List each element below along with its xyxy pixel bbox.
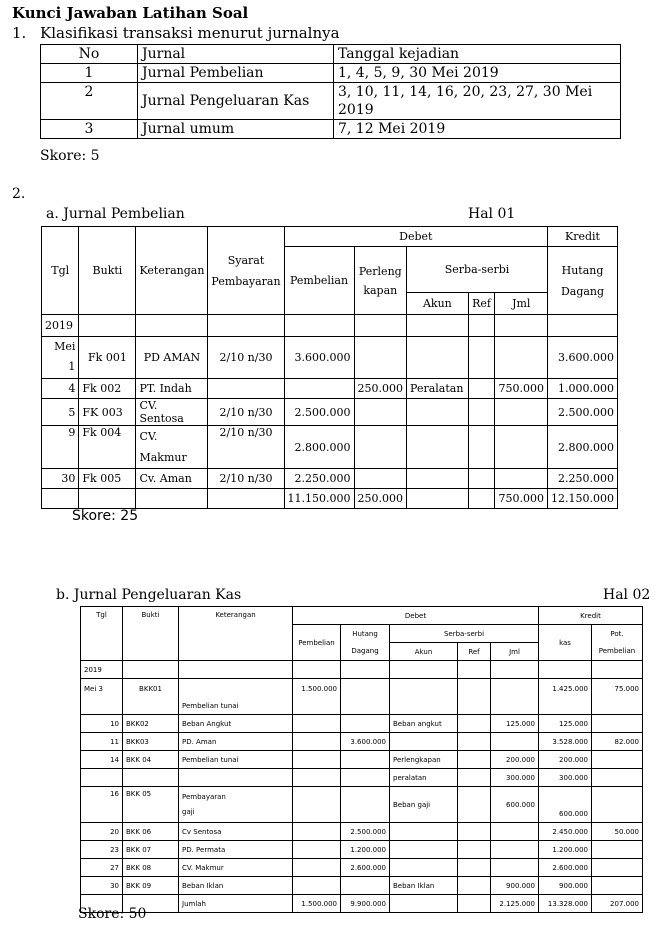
cell-akun: Beban Iklan (390, 877, 458, 895)
cell-tgl: 5 (42, 399, 79, 426)
cell-jml (491, 841, 539, 859)
cell-keterangan (179, 769, 293, 787)
total-hutang: 12.150.000 (548, 489, 618, 509)
cell-keterangan: PD AMAN (136, 337, 208, 379)
header-jml: Jml (491, 643, 539, 661)
cell-bukti: BKK 04 (123, 751, 179, 769)
header-pembelian: Pembelian (293, 625, 341, 661)
cell-ref (468, 337, 495, 379)
cell-jml (491, 859, 539, 877)
cell-jml (495, 337, 548, 379)
table-row (42, 379, 618, 399)
cell-bukti: BKK 09 (123, 877, 179, 895)
cell-kas: 3.528.000 (539, 733, 592, 751)
cell-pembelian (293, 733, 341, 751)
cell-ref (468, 399, 495, 426)
cell-jml (491, 733, 539, 751)
cell-kas: 1.200.000 (539, 841, 592, 859)
purchase-journal-page: Hal 01 (468, 206, 516, 222)
total-cell (390, 895, 458, 913)
header-jml: Jml (495, 293, 548, 315)
cell-ref (458, 877, 491, 895)
cell-akun (390, 823, 458, 841)
header-keterangan: Keterangan (136, 227, 208, 315)
cell-akun (390, 841, 458, 859)
cell-potongan (592, 715, 643, 733)
table-row (81, 661, 643, 679)
cell-tgl: 9 (42, 426, 79, 469)
purchase-journal-score: Skore: 25 (72, 508, 139, 524)
cell-keterangan: Cv. Aman (136, 469, 208, 489)
question-1-text: Klasifikasi transaksi menurut jurnalnya (40, 24, 340, 42)
total-cell (468, 489, 495, 509)
cell-ref (468, 426, 495, 469)
cell-pembelian: 1.500.000 (293, 679, 341, 715)
journal-classification-table (40, 44, 621, 139)
question-1-number: 1. (12, 24, 27, 42)
header-kas: kas (539, 625, 592, 661)
cell-akun (390, 733, 458, 751)
cell-hutang: 1.000.000 (548, 379, 618, 399)
cell-hutang: 1.200.000 (341, 841, 390, 859)
cell-bukti: BKK 08 (123, 859, 179, 877)
cell-keterangan: CV. Sentosa (136, 399, 208, 426)
cell-bukti: BKK 06 (123, 823, 179, 841)
cell-ref (468, 379, 495, 399)
cash-journal-score: Skore: 50 (78, 906, 147, 922)
cell-hutang (341, 751, 390, 769)
cell-tgl: 14 (81, 751, 123, 769)
cell-kas: 900.000 (539, 877, 592, 895)
cell-tgl: 4 (42, 379, 79, 399)
cell-jml (495, 426, 548, 469)
cell-pembelian (293, 751, 341, 769)
cell-jurnal: Jurnal Pembelian (138, 64, 334, 83)
table-row (81, 769, 643, 787)
cell-ref (458, 769, 491, 787)
cell-keterangan: Beban Iklan (179, 877, 293, 895)
cell-akun: Beban angkut (390, 715, 458, 733)
header-ref: Ref (468, 293, 495, 315)
cell-hutang (341, 769, 390, 787)
cell-jml: 750.000 (495, 379, 548, 399)
cell-akun: Perlengkapan (390, 751, 458, 769)
cell-tgl: 23 (81, 841, 123, 859)
table-row (81, 733, 643, 751)
cell-keterangan: PD. Permata (179, 841, 293, 859)
table-row (81, 823, 643, 841)
table-row (42, 315, 618, 337)
cell-tgl: Mei 3 (81, 679, 123, 715)
cell-akun (407, 469, 469, 489)
cell-kas: 2.600.000 (539, 859, 592, 877)
cell-ref (458, 733, 491, 751)
total-cell (407, 489, 469, 509)
cell-tgl: 16 (81, 787, 123, 823)
header-no: No (41, 45, 138, 64)
cell-keterangan-text: Pembayaran gaji (182, 793, 226, 816)
year-cell: 2019 (42, 315, 79, 337)
header-syarat: Syarat Pembayaran (208, 227, 284, 315)
cell-hutang: 3.600.000 (548, 337, 618, 379)
total-jml: 750.000 (495, 489, 548, 509)
totals-row (42, 489, 618, 509)
cell-kas: 1.425.000 (539, 679, 592, 715)
cell-keterangan: Cv Sentosa (179, 823, 293, 841)
total-kas: 13.328.000 (539, 895, 592, 913)
cell-pembelian (293, 769, 341, 787)
cell-hutang: 2.250.000 (548, 469, 618, 489)
cell-potongan (592, 859, 643, 877)
cash-disbursement-journal-table (80, 606, 643, 913)
cell-kas: 200.000 (539, 751, 592, 769)
cell-kas: 125.000 (539, 715, 592, 733)
table-row (81, 859, 643, 877)
header-jurnal: Jurnal (138, 45, 334, 64)
cell-akun (390, 679, 458, 715)
cell-keterangan (179, 787, 293, 823)
cell-keterangan: Pembelian tunai (179, 679, 293, 715)
header-debet: Debet (293, 607, 539, 625)
cell-potongan (592, 787, 643, 823)
cell-hutang: 2.800.000 (548, 426, 618, 469)
cell-hutang (341, 715, 390, 733)
header-akun: Akun (407, 293, 469, 315)
cell-tgl: 30 (81, 877, 123, 895)
cell-potongan: 50.000 (592, 823, 643, 841)
cell-pembelian (293, 715, 341, 733)
header-debet: Debet (284, 227, 547, 247)
cell-bukti: Fk 005 (79, 469, 136, 489)
page-title: Kunci Jawaban Latihan Soal (12, 4, 249, 22)
header-serba-serbi: Serba-serbi (390, 625, 539, 643)
cell-jml (495, 399, 548, 426)
cell-syarat: 2/10 n/30 (208, 426, 284, 469)
cell-jml (491, 823, 539, 841)
cell-pembelian: 2.800.000 (284, 426, 354, 469)
header-kredit: Kredit (539, 607, 643, 625)
header-kredit: Kredit (548, 227, 618, 247)
cell-jurnal: Jurnal umum (138, 120, 334, 139)
cell-pembelian (293, 823, 341, 841)
cell-kas: 300.000 (539, 769, 592, 787)
table-row (41, 64, 621, 83)
table-row (81, 877, 643, 895)
total-cell (79, 489, 136, 509)
cell-tgl (81, 769, 123, 787)
cell-potongan: 75.000 (592, 679, 643, 715)
cell-hutang (341, 679, 390, 715)
cell-tgl: 20 (81, 823, 123, 841)
cell-bukti: BKK01 (123, 679, 179, 715)
cell-bukti: BKK 05 (123, 787, 179, 823)
cell-tgl: Mei 1 (42, 337, 79, 379)
cell-no: 3 (41, 120, 138, 139)
question-1-heading (12, 24, 340, 42)
total-perlengkapan: 250.000 (354, 489, 407, 509)
cell-bukti: BKK 07 (123, 841, 179, 859)
cell-bukti: Fk 001 (79, 337, 136, 379)
cell-potongan (592, 841, 643, 859)
cell-ref (458, 841, 491, 859)
totals-row (81, 895, 643, 913)
header-keterangan: Keterangan (179, 607, 293, 661)
cell-potongan (592, 751, 643, 769)
cell-tanggal: 1, 4, 5, 9, 30 Mei 2019 (334, 64, 621, 83)
header-akun: Akun (390, 643, 458, 661)
cell-tanggal: 7, 12 Mei 2019 (334, 120, 621, 139)
cell-ref (458, 679, 491, 715)
header-hutang-dagang: Hutang Dagang (341, 625, 390, 661)
cell-akun (407, 337, 469, 379)
cell-akun (407, 399, 469, 426)
total-hutang: 9.900.000 (341, 895, 390, 913)
cell-jml: 300.000 (491, 769, 539, 787)
question-2-number: 2. (12, 186, 26, 202)
cell-akun (407, 426, 469, 469)
cell-no: 2 (41, 83, 138, 120)
table-row (81, 679, 643, 715)
header-ref: Ref (458, 643, 491, 661)
cell-perlengkapan (354, 426, 407, 469)
cell-kas: 2.450.000 (539, 823, 592, 841)
cell-potongan (592, 769, 643, 787)
table-row (81, 841, 643, 859)
purchase-journal-title: a. Jurnal Pembelian (46, 206, 185, 222)
cell-ref (468, 469, 495, 489)
cell-bukti: BKK03 (123, 733, 179, 751)
cell-hutang: 2.500.000 (341, 823, 390, 841)
cell-syarat (208, 379, 284, 399)
cell-keterangan: Beban Angkut (179, 715, 293, 733)
cell-jml: 200.000 (491, 751, 539, 769)
cell-syarat: 2/10 n/30 (208, 399, 284, 426)
cell-jml: 600.000 (491, 787, 539, 823)
question-1-score: Skore: 5 (40, 148, 100, 164)
header-bukti: Bukti (79, 227, 136, 315)
cell-akun: peralatan (390, 769, 458, 787)
cell-akun: Peralatan (407, 379, 469, 399)
table-row (42, 469, 618, 489)
cell-bukti: FK 003 (79, 399, 136, 426)
cell-jml (495, 469, 548, 489)
cell-tgl: 10 (81, 715, 123, 733)
header-bukti: Bukti (123, 607, 179, 661)
cell-jml: 900.000 (491, 877, 539, 895)
cell-pembelian: 3.600.000 (284, 337, 354, 379)
table-row (81, 751, 643, 769)
cell-perlengkapan (354, 469, 407, 489)
cell-kas: 600.000 (539, 787, 592, 823)
cell-pembelian (293, 787, 341, 823)
cell-pembelian (293, 877, 341, 895)
header-tgl: Tgl (42, 227, 79, 315)
cell-hutang: 2.600.000 (341, 859, 390, 877)
cell-keterangan: PD. Aman (179, 733, 293, 751)
cell-hutang: 3.600.000 (341, 733, 390, 751)
cell-syarat: 2/10 n/30 (208, 469, 284, 489)
cell-ref (458, 859, 491, 877)
header-tanggal: Tanggal kejadian (334, 45, 621, 64)
header-perlengkapan: Perleng kapan (354, 247, 407, 315)
cell-pembelian: 2.500.000 (284, 399, 354, 426)
cell-ref (458, 751, 491, 769)
cell-jurnal: Jurnal Pengeluaran Kas (138, 83, 334, 120)
total-cell (458, 895, 491, 913)
cell-jml: 125.000 (491, 715, 539, 733)
cell-ref (458, 715, 491, 733)
cell-potongan: 82.000 (592, 733, 643, 751)
cell-akun: Beban gaji (390, 787, 458, 823)
cell-keterangan: PT. Indah (136, 379, 208, 399)
cell-tgl: 11 (81, 733, 123, 751)
header-pembelian: Pembelian (284, 247, 354, 315)
table-header-row (41, 45, 621, 64)
cell-hutang (341, 787, 390, 823)
cell-bukti: BKK02 (123, 715, 179, 733)
header-hutang-dagang: Hutang Dagang (548, 247, 618, 315)
cell-keterangan: CV. Makmur (136, 426, 208, 469)
header-potongan-pembelian: Pot. Pembelian (592, 625, 643, 661)
cell-perlengkapan (354, 337, 407, 379)
total-cell (208, 489, 284, 509)
cell-keterangan: CV. Makmur (179, 859, 293, 877)
total-cell (136, 489, 208, 509)
header-serba-serbi: Serba-serbi (407, 247, 548, 293)
table-row (81, 715, 643, 733)
table-row (81, 787, 643, 823)
purchase-journal-table (41, 226, 618, 509)
cash-journal-title: b. Jurnal Pengeluaran Kas (56, 587, 242, 603)
cash-journal-page: Hal 02 (603, 587, 651, 603)
cell-bukti (123, 769, 179, 787)
cell-pembelian (293, 841, 341, 859)
year-cell: 2019 (81, 661, 123, 679)
cell-jml (491, 679, 539, 715)
cell-perlengkapan: 250.000 (354, 379, 407, 399)
total-jml: 2.125.000 (491, 895, 539, 913)
cell-bukti: Fk 002 (79, 379, 136, 399)
header-tgl: Tgl (81, 607, 123, 661)
cell-tanggal: 3, 10, 11, 14, 16, 20, 23, 27, 30 Mei 2019 (334, 83, 621, 120)
cell-ref (458, 787, 491, 823)
total-label: Jumlah (179, 895, 293, 913)
cell-keterangan: Pembelian tunai (179, 751, 293, 769)
table-row (42, 426, 618, 469)
cell-no: 1 (41, 64, 138, 83)
total-pembelian: 1.500.000 (293, 895, 341, 913)
cell-ref (458, 823, 491, 841)
total-pembelian: 11.150.000 (284, 489, 354, 509)
total-potongan: 207.000 (592, 895, 643, 913)
cell-pembelian (284, 379, 354, 399)
cell-tgl: 27 (81, 859, 123, 877)
cell-syarat: 2/10 n/30 (208, 337, 284, 379)
cell-tgl: 30 (42, 469, 79, 489)
cell-pembelian: 2.250.000 (284, 469, 354, 489)
table-row (42, 337, 618, 379)
cell-pembelian (293, 859, 341, 877)
cell-hutang (341, 877, 390, 895)
total-cell (42, 489, 79, 509)
table-row (41, 120, 621, 139)
cell-perlengkapan (354, 399, 407, 426)
cell-potongan (592, 877, 643, 895)
table-row (42, 399, 618, 426)
cell-hutang: 2.500.000 (548, 399, 618, 426)
cell-akun (390, 859, 458, 877)
cell-bukti: Fk 004 (79, 426, 136, 469)
table-row (41, 83, 621, 120)
